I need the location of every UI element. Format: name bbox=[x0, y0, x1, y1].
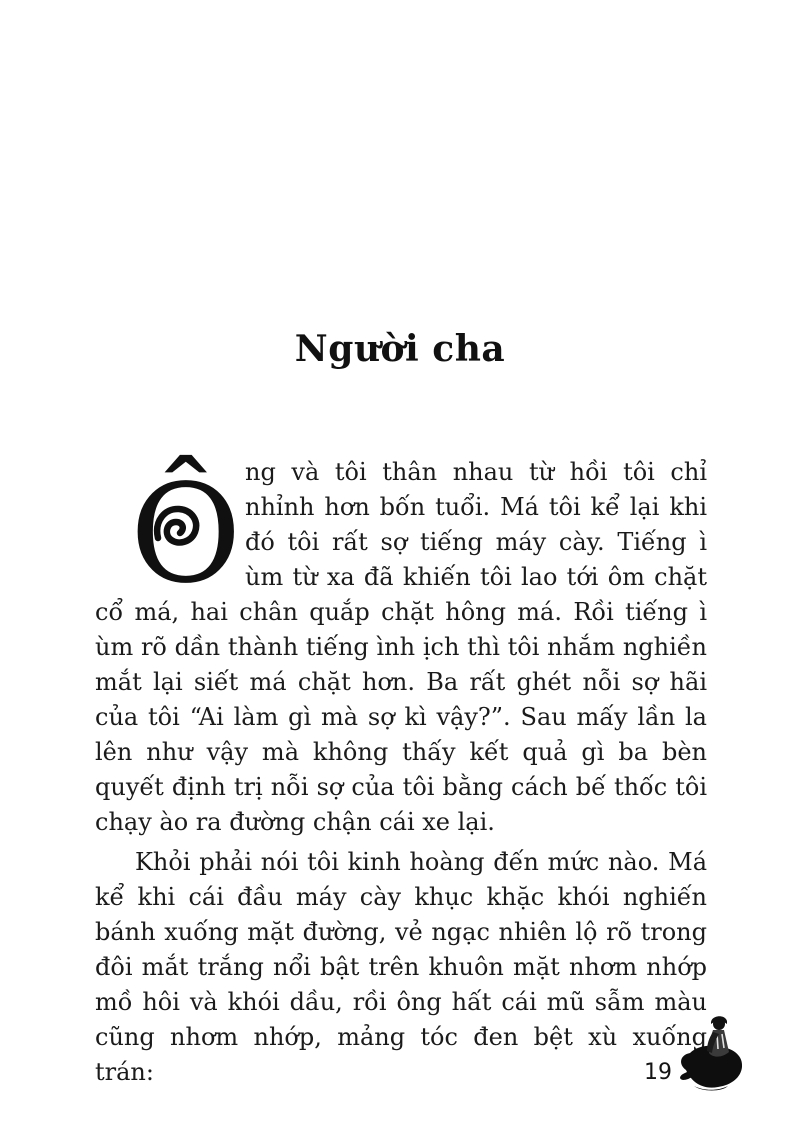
dropcap-letter: Ô bbox=[130, 456, 242, 614]
child-on-buffalo-illustration bbox=[674, 1012, 748, 1102]
page-number: 19 bbox=[644, 1060, 672, 1085]
dropcap-spiral-ornament bbox=[152, 503, 202, 553]
chapter-title: Người cha bbox=[294, 328, 506, 370]
paragraph-first bbox=[95, 455, 707, 840]
paragraph-first-text: ng và tôi thân nhau từ hồi tôi chỉ nhỉnh hơn bốn tuổi. Má tôi kể lại khi đó tôi rất sợ tiếng máy cày. Tiếng ì ùm từ xa đã khiến tôi lao tới ôm chặt cổ má, hai chân quắp chặt hông má. Rồi tiếng ì ùm rõ dần thành tiếng ình ịch thì tôi nhắm nghiền mắt lại siết má chặt hơn. Ba rất ghét nỗi sợ hãi của tôi “Ai làm gì mà sợ kì vậy?”. Sau mấy lần la lên như vậy mà không thấy kết quả gì ba bèn quyết định trị nỗi sợ của tôi bằng cách bế thốc tôi chạy ào ra đường chận cái xe lại. bbox=[95, 458, 707, 836]
dropcap bbox=[95, 455, 245, 614]
paragraph-second: Khỏi phải nói tôi kinh hoàng đến mức nào. Má kể khi cái đầu máy cày khục khặc khói nghiến bánh xuống mặt đường, vẻ ngạc nhiên lộ rõ trong đôi mắt trắng nổi bật trên khuôn mặt nhơm nhớp mồ hôi và khói dầu, rồi ông hất cái mũ sẫm màu cũng nhơm nhớp, mảng tóc đen bệt xù xuống trán: bbox=[95, 848, 707, 1086]
body-text bbox=[95, 455, 707, 1090]
